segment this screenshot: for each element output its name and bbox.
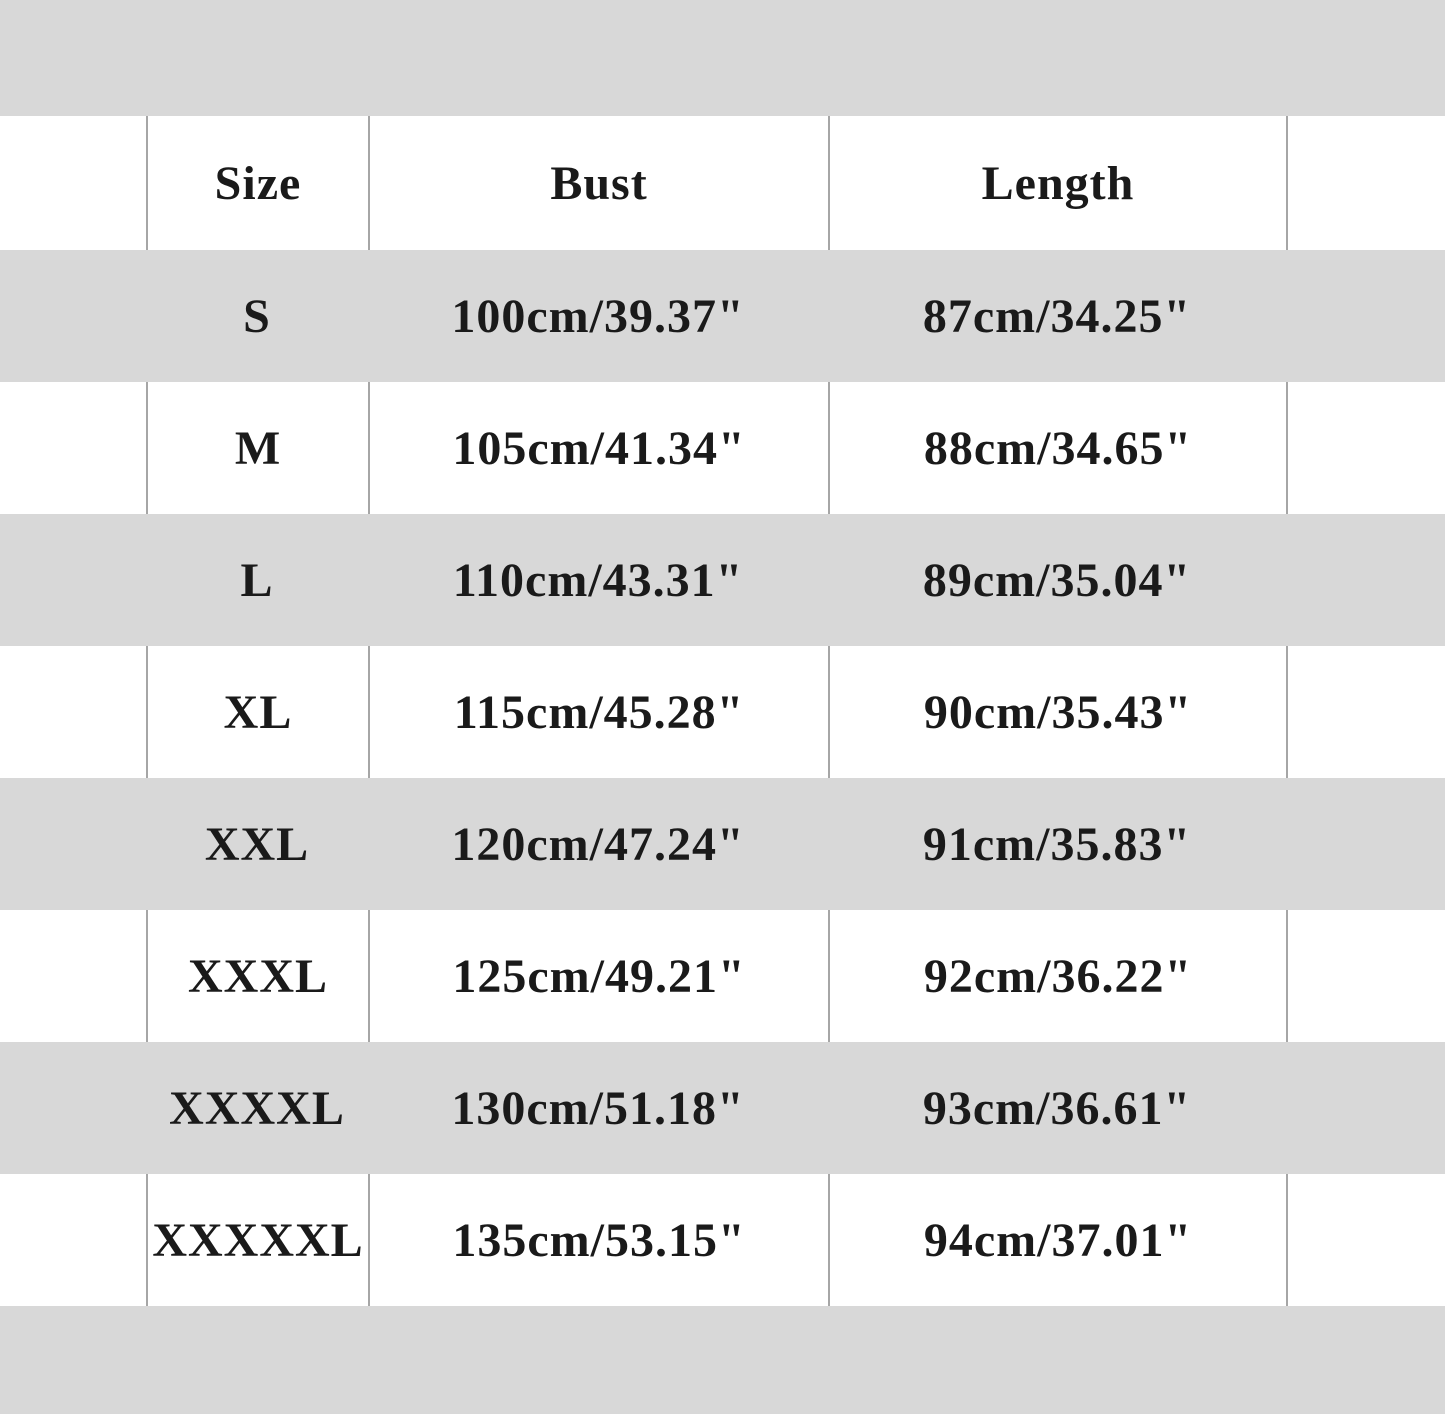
bust-cell: 105cm/41.34" — [368, 382, 828, 514]
length-cell: 88cm/34.65" — [828, 382, 1286, 514]
spacer-cell — [0, 778, 146, 910]
size-cell: XXXXL — [169, 1081, 345, 1135]
header-length: Length — [828, 116, 1286, 250]
size-cell: XXXXXL — [146, 1174, 368, 1306]
spacer-cell — [0, 1042, 146, 1174]
spacer-cell — [1286, 1174, 1445, 1306]
header-bust: Bust — [368, 116, 828, 250]
length-cell: 92cm/36.22" — [828, 910, 1286, 1042]
table-row-m — [0, 382, 1445, 514]
spacer-cell — [1286, 778, 1445, 910]
header-spacer-right — [1286, 116, 1445, 250]
table-row-l — [0, 514, 1445, 646]
header-size: Size — [146, 116, 368, 250]
spacer-cell — [1286, 250, 1445, 382]
size-cell: L — [240, 553, 274, 607]
spacer-cell — [1286, 910, 1445, 1042]
size-cell: XXXL — [146, 910, 368, 1042]
length-cell: 89cm/35.04" — [922, 553, 1192, 607]
spacer-cell — [1286, 1042, 1445, 1174]
table-row-xxl — [0, 778, 1445, 910]
bottom-gray-band — [0, 1306, 1445, 1414]
table-row-s — [0, 250, 1445, 382]
bust-cell: 110cm/43.31" — [452, 553, 744, 607]
table-row-xxxxxl — [0, 1174, 1445, 1306]
spacer-cell — [0, 250, 146, 382]
spacer-cell — [1286, 646, 1445, 778]
size-cell: S — [243, 289, 271, 343]
header-row — [0, 116, 1445, 250]
length-cell: 90cm/35.43" — [828, 646, 1286, 778]
bust-cell: 100cm/39.37" — [451, 289, 745, 343]
spacer-cell — [0, 1174, 146, 1306]
header-spacer-left — [0, 116, 146, 250]
length-cell: 87cm/34.25" — [922, 289, 1192, 343]
spacer-cell — [0, 382, 146, 514]
bust-cell: 115cm/45.28" — [368, 646, 828, 778]
size-cell: XL — [146, 646, 368, 778]
spacer-cell — [0, 910, 146, 1042]
spacer-cell — [1286, 514, 1445, 646]
bust-cell: 120cm/47.24" — [451, 817, 745, 871]
table-row-xxxl — [0, 910, 1445, 1042]
top-gray-band — [0, 0, 1445, 116]
size-cell: XXL — [204, 817, 310, 871]
spacer-cell — [0, 514, 146, 646]
bust-cell: 135cm/53.15" — [368, 1174, 828, 1306]
length-cell: 93cm/36.61" — [922, 1081, 1192, 1135]
spacer-cell — [0, 646, 146, 778]
table-row-xxxxl — [0, 1042, 1445, 1174]
length-cell: 91cm/35.83" — [922, 817, 1192, 871]
table-row-xl — [0, 646, 1445, 778]
length-cell: 94cm/37.01" — [828, 1174, 1286, 1306]
size-cell: M — [146, 382, 368, 514]
spacer-cell — [1286, 382, 1445, 514]
bust-cell: 125cm/49.21" — [368, 910, 828, 1042]
bust-cell: 130cm/51.18" — [451, 1081, 745, 1135]
